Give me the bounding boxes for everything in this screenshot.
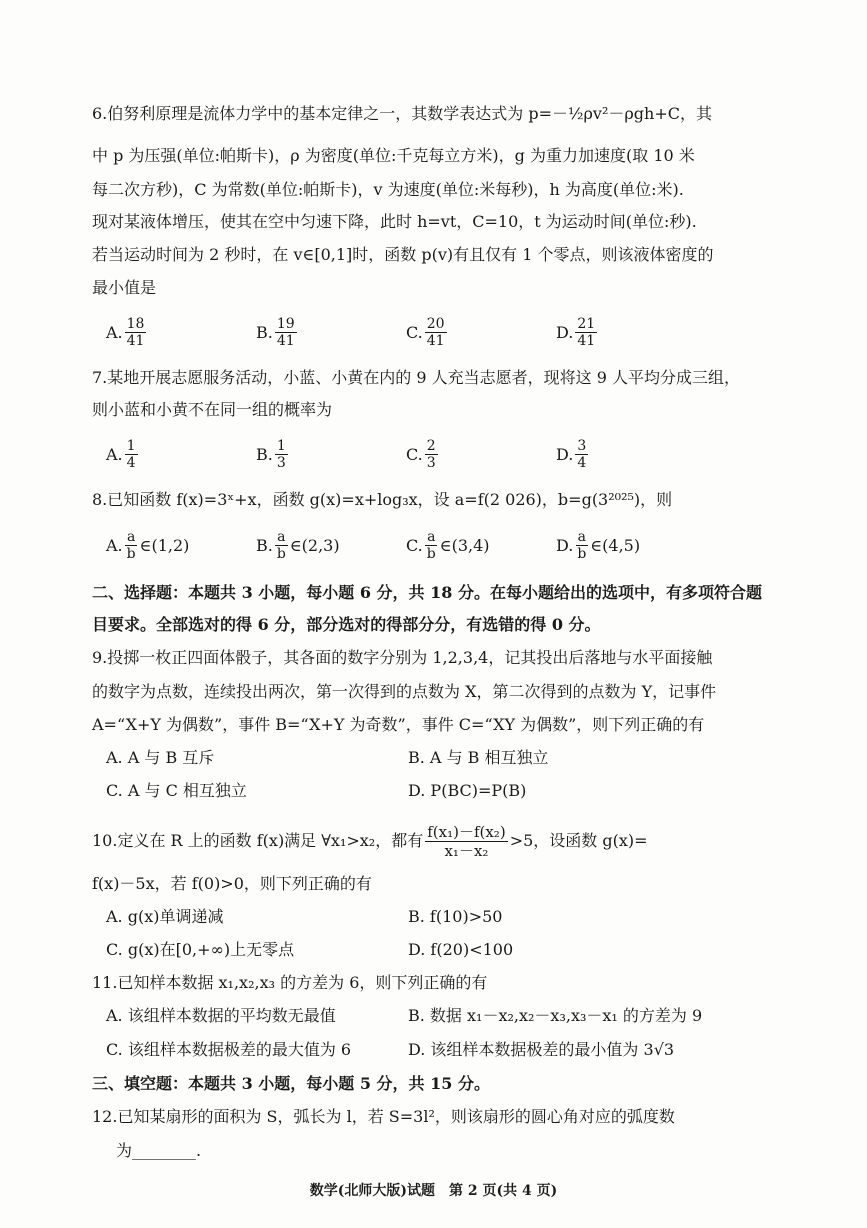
q6-line-4: 现对某液体增压，使其在空中匀速下降，此时 h=vt，C=10，t 为运动时间(单位:秒).: [92, 212, 697, 231]
q7-option-c[interactable]: [406, 434, 440, 474]
denominator: 4: [126, 454, 136, 471]
q10-stem-post: >5，设函数 g(x)=: [509, 831, 648, 850]
fraction: [125, 316, 147, 349]
fraction: [275, 438, 288, 471]
option-label: C.: [406, 444, 423, 464]
numerator: a: [577, 528, 586, 545]
q6-option-a[interactable]: [106, 312, 148, 352]
q6-line-5: 若当运动时间为 2 秒时，在 v∈[0,1]时，函数 p(v)有且仅有 1 个零点，则该液体密度的: [92, 245, 714, 264]
numerator: 19: [276, 315, 295, 332]
denominator: b: [426, 545, 436, 562]
q8-option-a[interactable]: [106, 525, 189, 565]
q8-option-b[interactable]: [256, 525, 340, 565]
q7-options: [106, 434, 836, 474]
fraction: [125, 529, 138, 562]
option-label: A.: [106, 444, 123, 464]
q10-option-a[interactable]: A. g(x)单调递减: [106, 907, 224, 926]
option-label: B.: [256, 444, 273, 464]
numerator: a: [427, 528, 436, 545]
q8-options: [106, 525, 836, 565]
q9-option-d[interactable]: D. P(BC)=P(B): [408, 781, 527, 800]
fraction: [275, 529, 288, 562]
section-2-heading-line-1: 二、选择题：本题共 3 小题，每小题 6 分，共 18 分。在每小题给出的选项中，有多项符合题: [92, 583, 762, 602]
numerator: 18: [126, 315, 145, 332]
q7-line-2: 则小蓝和小黄不在同一组的概率为: [92, 400, 333, 419]
section-2-heading-line-2: 目要求。全部选对的得 6 分，部分选对的得部分分，有选错的得 0 分。: [92, 615, 601, 634]
q7-option-d[interactable]: [556, 434, 590, 474]
q10-option-b[interactable]: B. f(10)>50: [408, 907, 503, 926]
q9-option-b[interactable]: B. A 与 B 相互独立: [408, 748, 549, 767]
denominator: 4: [577, 454, 587, 471]
denominator: x₁－x₂: [444, 841, 489, 860]
denominator: 41: [577, 332, 596, 349]
q6-line-3: 每二次方秒)，C 为常数(单位:帕斯卡)，v 为速度(单位:米每秒)，h 为高度(单位:米).: [92, 180, 684, 199]
numerator: 20: [426, 315, 445, 332]
fraction: [575, 438, 588, 471]
option-label: A.: [106, 322, 123, 342]
option-rest: ∈(1,2): [139, 535, 190, 555]
fraction: [425, 316, 447, 349]
q10-option-d[interactable]: D. f(20)<100: [408, 940, 514, 959]
q10-line-1: [92, 820, 832, 862]
q7-option-b[interactable]: [256, 434, 290, 474]
option-rest: ∈(2,3): [289, 535, 340, 555]
q9-line-1: 9.投掷一枚正四面体骰子，其各面的数字分别为 1,2,3,4，记其投出后落地与水平面接触: [92, 648, 713, 667]
denominator: 3: [426, 454, 436, 471]
q6-line-1: 6.伯努利原理是流体力学中的基本定律之一，其数学表达式为 p=－½ρv²－ρgh+C，其: [92, 104, 712, 123]
numerator: 3: [577, 437, 587, 454]
q9-line-2: 的数字为点数，连续投出两次，第一次得到的点数为 X，第二次得到的点数为 Y，记事件: [92, 682, 717, 701]
q8-line-1: 8.已知函数 f(x)=3ˣ+x，函数 g(x)=x+log₃x，设 a=f(2 026)，b=g(3²⁰²⁵)，则: [92, 490, 673, 509]
fraction: [125, 438, 138, 471]
option-label: B.: [256, 322, 273, 342]
q6-line-2: 中 p 为压强(单位:帕斯卡)，ρ 为密度(单位:千克每立方米)，g 为重力加速度(取 10 米: [92, 146, 695, 165]
q7-option-a[interactable]: [106, 434, 140, 474]
option-label: D.: [556, 535, 574, 555]
q10-option-c[interactable]: C. g(x)在[0,+∞)上无零点: [106, 940, 295, 959]
option-rest: ∈(4,5): [590, 535, 641, 555]
q6-options: [106, 312, 836, 352]
fraction: [275, 316, 297, 349]
q12-line-1: 12.已知某扇形的面积为 S，弧长为 l，若 S=3l²，则该扇形的圆心角对应的弧度数: [92, 1107, 675, 1126]
q11-option-a[interactable]: A. 该组样本数据的平均数无最值: [106, 1006, 336, 1025]
section-3-heading: 三、填空题：本题共 3 小题，每小题 5 分，共 15 分。: [92, 1074, 490, 1093]
option-label: D.: [556, 444, 574, 464]
option-rest: ∈(3,4): [439, 535, 490, 555]
option-label: B.: [256, 535, 273, 555]
q11-option-b[interactable]: B. 数据 x₁－x₂,x₂－x₃,x₃－x₁ 的方差为 9: [408, 1006, 703, 1025]
denominator: b: [126, 545, 136, 562]
q6-option-b[interactable]: [256, 312, 299, 352]
q12-line-2: 为________.: [116, 1141, 202, 1160]
q11-option-c[interactable]: C. 该组样本数据极差的最大值为 6: [106, 1040, 352, 1059]
numerator: a: [126, 528, 136, 545]
fraction: [425, 438, 438, 471]
option-label: C.: [406, 322, 423, 342]
option-label: D.: [556, 322, 574, 342]
denominator: b: [577, 545, 587, 562]
q9-option-a[interactable]: A. A 与 B 互斥: [106, 748, 215, 767]
option-label: A.: [106, 535, 123, 555]
numerator: f(x₁)－f(x₂): [427, 822, 506, 841]
denominator: 41: [426, 332, 445, 349]
q6-option-c[interactable]: [406, 312, 449, 352]
denominator: 41: [126, 332, 145, 349]
denominator: b: [276, 545, 286, 562]
numerator: 1: [126, 437, 136, 454]
page-footer: 数学(北师大版)试题 第 2 页(共 4 页): [309, 1183, 558, 1199]
q8-option-c[interactable]: [406, 525, 490, 565]
denominator: 41: [276, 332, 295, 349]
q11-option-d[interactable]: D. 该组样本数据极差的最小值为 3√3: [408, 1040, 675, 1059]
option-label: C.: [406, 535, 423, 555]
fraction: [425, 529, 438, 562]
numerator: 1: [276, 437, 286, 454]
fraction: [575, 316, 597, 349]
q9-line-3: A=“X+Y 为偶数”，事件 B=“X+Y 为奇数”，事件 C=“XY 为偶数”，则下列正确的有: [92, 715, 705, 734]
q9-option-c[interactable]: C. A 与 C 相互独立: [106, 781, 247, 800]
q10-fraction: [425, 823, 507, 860]
q11-line-1: 11.已知样本数据 x₁,x₂,x₃ 的方差为 6，则下列正确的有: [92, 973, 488, 992]
q6-option-d[interactable]: [556, 312, 599, 352]
q7-line-1: 7.某地开展志愿服务活动，小蓝、小黄在内的 9 人充当志愿者，现将这 9 人平均分成三组，: [92, 368, 740, 387]
q10-stem-pre: 10.定义在 R 上的函数 f(x)满足 ∀x₁>x₂，都有: [92, 831, 424, 850]
q6-line-6: 最小值是: [92, 278, 157, 297]
denominator: 3: [276, 454, 286, 471]
numerator: a: [277, 528, 286, 545]
numerator: 21: [577, 315, 596, 332]
q10-line-2: f(x)－5x，若 f(0)>0，则下列正确的有: [92, 874, 372, 893]
numerator: 2: [426, 437, 436, 454]
q8-option-d[interactable]: [556, 525, 640, 565]
fraction: [575, 529, 588, 562]
